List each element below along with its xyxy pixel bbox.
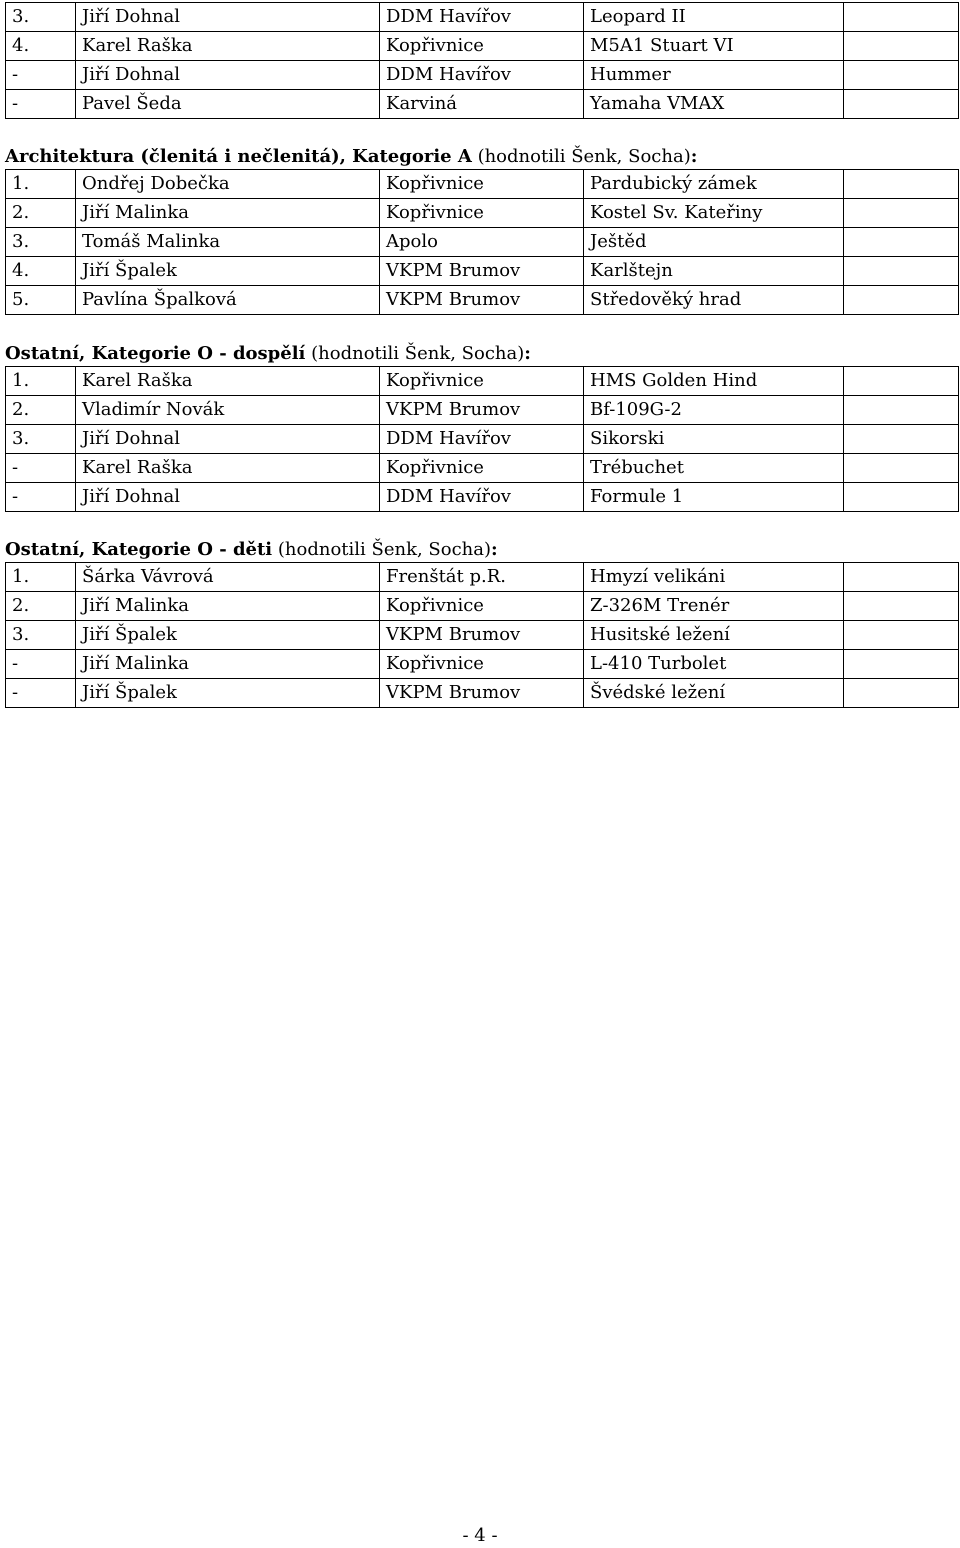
table-row — [6, 367, 959, 396]
competitor-name-cell: Jiří Špalek — [76, 621, 380, 650]
results-table-architektura — [5, 169, 959, 315]
empty-cell — [844, 3, 959, 32]
table-row — [6, 563, 959, 592]
section-heading-judges: (hodnotili Šenk, Socha) — [272, 539, 492, 560]
table-row — [6, 32, 959, 61]
rank-cell: - — [6, 483, 76, 512]
club-cell: DDM Havířov — [380, 425, 584, 454]
club-cell: Kopřivnice — [380, 32, 584, 61]
results-table-ostatni-dospeli — [5, 366, 959, 512]
section-heading-colon: : — [524, 343, 531, 364]
rank-cell: - — [6, 90, 76, 119]
empty-cell — [844, 286, 959, 315]
club-cell: DDM Havířov — [380, 483, 584, 512]
section-heading-colon: : — [491, 539, 498, 560]
empty-cell — [844, 650, 959, 679]
club-cell: Karviná — [380, 90, 584, 119]
model-cell: Bf-109G-2 — [584, 396, 844, 425]
competitor-name-cell: Šárka Vávrová — [76, 563, 380, 592]
table-row — [6, 199, 959, 228]
section-heading-judges: (hodnotili Šenk, Socha) — [305, 343, 525, 364]
club-cell: Kopřivnice — [380, 199, 584, 228]
model-cell: Hummer — [584, 61, 844, 90]
empty-cell — [844, 563, 959, 592]
model-cell: Husitské ležení — [584, 621, 844, 650]
competitor-name-cell: Pavlína Špalková — [76, 286, 380, 315]
table-row — [6, 650, 959, 679]
empty-cell — [844, 257, 959, 286]
competitor-name-cell: Jiří Malinka — [76, 650, 380, 679]
rank-cell: 3. — [6, 621, 76, 650]
table-row — [6, 454, 959, 483]
empty-cell — [844, 425, 959, 454]
empty-cell — [844, 483, 959, 512]
competitor-name-cell: Jiří Malinka — [76, 592, 380, 621]
club-cell: VKPM Brumov — [380, 257, 584, 286]
competitor-name-cell: Jiří Dohnal — [76, 61, 380, 90]
table-row — [6, 228, 959, 257]
club-cell: VKPM Brumov — [380, 396, 584, 425]
empty-cell — [844, 367, 959, 396]
model-cell: M5A1 Stuart VI — [584, 32, 844, 61]
page-number: - 4 - — [462, 1525, 498, 1546]
competitor-name-cell: Jiří Špalek — [76, 679, 380, 708]
club-cell: Kopřivnice — [380, 650, 584, 679]
rank-cell: 3. — [6, 3, 76, 32]
rank-cell: 2. — [6, 592, 76, 621]
section-heading-category: Ostatní, Kategorie O - děti — [5, 539, 273, 560]
competitor-name-cell: Karel Raška — [76, 32, 380, 61]
rank-cell: - — [6, 650, 76, 679]
model-cell: Trébuchet — [584, 454, 844, 483]
rank-cell: 2. — [6, 396, 76, 425]
section-heading-category: Ostatní, Kategorie O - dospělí — [5, 343, 306, 364]
model-cell: Karlštejn — [584, 257, 844, 286]
model-cell: Yamaha VMAX — [584, 90, 844, 119]
section-heading-ostatni-dospeli — [5, 342, 531, 366]
empty-cell — [844, 228, 959, 257]
empty-cell — [844, 90, 959, 119]
empty-cell — [844, 61, 959, 90]
rank-cell: - — [6, 679, 76, 708]
competitor-name-cell: Jiří Dohnal — [76, 483, 380, 512]
rank-cell: 2. — [6, 199, 76, 228]
club-cell: Kopřivnice — [380, 454, 584, 483]
model-cell: Švédské ležení — [584, 679, 844, 708]
empty-cell — [844, 454, 959, 483]
competitor-name-cell: Jiří Dohnal — [76, 3, 380, 32]
section-heading-architektura — [5, 145, 697, 169]
empty-cell — [844, 621, 959, 650]
model-cell: Středověký hrad — [584, 286, 844, 315]
competitor-name-cell: Jiří Malinka — [76, 199, 380, 228]
club-cell: VKPM Brumov — [380, 286, 584, 315]
section-heading-category: Architektura (členitá i nečlenitá), Kategorie A — [5, 146, 472, 167]
model-cell: Formule 1 — [584, 483, 844, 512]
model-cell: Hmyzí velikáni — [584, 563, 844, 592]
rank-cell: 1. — [6, 170, 76, 199]
empty-cell — [844, 679, 959, 708]
section-heading-ostatni-deti — [5, 538, 498, 562]
model-cell: Pardubický zámek — [584, 170, 844, 199]
model-cell: Sikorski — [584, 425, 844, 454]
table-row — [6, 286, 959, 315]
table-row — [6, 170, 959, 199]
table-row — [6, 483, 959, 512]
section-heading-judges: (hodnotili Šenk, Socha) — [471, 146, 691, 167]
rank-cell: 4. — [6, 257, 76, 286]
empty-cell — [844, 170, 959, 199]
competitor-name-cell: Ondřej Dobečka — [76, 170, 380, 199]
club-cell: Kopřivnice — [380, 592, 584, 621]
table-row — [6, 257, 959, 286]
club-cell: VKPM Brumov — [380, 621, 584, 650]
competitor-name-cell: Karel Raška — [76, 367, 380, 396]
model-cell: Z-326M Trenér — [584, 592, 844, 621]
model-cell: L-410 Turbolet — [584, 650, 844, 679]
results-table-continued — [5, 2, 959, 119]
model-cell: Ještěd — [584, 228, 844, 257]
competitor-name-cell: Tomáš Malinka — [76, 228, 380, 257]
empty-cell — [844, 199, 959, 228]
rank-cell: 4. — [6, 32, 76, 61]
club-cell: Frenštát p.R. — [380, 563, 584, 592]
rank-cell: 5. — [6, 286, 76, 315]
competitor-name-cell: Vladimír Novák — [76, 396, 380, 425]
table-row — [6, 90, 959, 119]
model-cell: Kostel Sv. Kateřiny — [584, 199, 844, 228]
club-cell: DDM Havířov — [380, 61, 584, 90]
club-cell: Kopřivnice — [380, 170, 584, 199]
empty-cell — [844, 396, 959, 425]
rank-cell: 3. — [6, 425, 76, 454]
table-row — [6, 679, 959, 708]
model-cell: HMS Golden Hind — [584, 367, 844, 396]
table-row — [6, 396, 959, 425]
empty-cell — [844, 592, 959, 621]
club-cell: Apolo — [380, 228, 584, 257]
club-cell: VKPM Brumov — [380, 679, 584, 708]
competitor-name-cell: Pavel Šeda — [76, 90, 380, 119]
competitor-name-cell: Karel Raška — [76, 454, 380, 483]
club-cell: Kopřivnice — [380, 367, 584, 396]
rank-cell: 1. — [6, 367, 76, 396]
empty-cell — [844, 32, 959, 61]
table-row — [6, 621, 959, 650]
table-row — [6, 3, 959, 32]
club-cell: DDM Havířov — [380, 3, 584, 32]
rank-cell: 1. — [6, 563, 76, 592]
table-row — [6, 61, 959, 90]
model-cell: Leopard II — [584, 3, 844, 32]
table-row — [6, 592, 959, 621]
table-row — [6, 425, 959, 454]
rank-cell: - — [6, 454, 76, 483]
rank-cell: - — [6, 61, 76, 90]
results-table-ostatni-deti — [5, 562, 959, 708]
competitor-name-cell: Jiří Dohnal — [76, 425, 380, 454]
section-heading-colon: : — [690, 146, 698, 167]
competitor-name-cell: Jiří Špalek — [76, 257, 380, 286]
rank-cell: 3. — [6, 228, 76, 257]
